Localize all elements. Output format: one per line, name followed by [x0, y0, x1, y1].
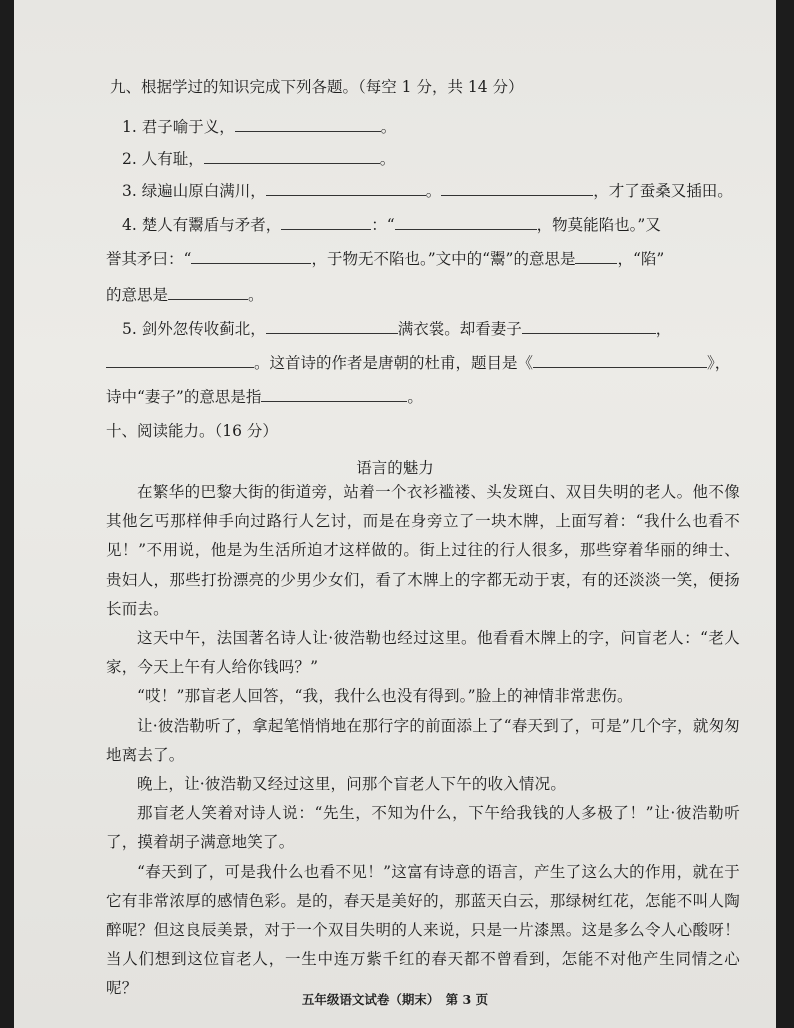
- answer-blank[interactable]: [191, 249, 311, 264]
- question-text: 。: [379, 150, 396, 168]
- page-footer: 五年级语文试卷（期末） 第 3 页: [301, 992, 489, 1007]
- paragraph: 那盲老人笑着对诗人说：“先生，不知为什么，下午给我钱的人多极了！”让·彼浩勒听了，摸着胡子满意地笑了。: [106, 804, 740, 852]
- question-9-4-line-1: [122, 214, 661, 236]
- question-text: 。: [425, 182, 442, 200]
- answer-blank[interactable]: [533, 353, 707, 368]
- question-text: 。这首诗的作者是唐朝的杜甫，题目是《: [254, 354, 534, 372]
- answer-blank[interactable]: [106, 353, 254, 368]
- question-9-5-line-1: [122, 318, 671, 340]
- answer-blank[interactable]: [204, 149, 380, 164]
- question-text: 5. 剑外忽传收蓟北，: [122, 320, 266, 338]
- section-9-heading: 九、根据学过的知识完成下列各题。（每空 1 分，共 14 分）: [110, 78, 524, 96]
- question-text: 。: [380, 118, 397, 136]
- paragraph: “哎！”那盲老人回答，“我，我什么也没有得到。”脸上的神情非常悲伤。: [137, 687, 633, 706]
- question-9-1: [122, 116, 396, 138]
- answer-blank[interactable]: [266, 181, 426, 196]
- question-text: 诗中“妻子”的意思是指: [106, 388, 262, 406]
- question-text: ：“: [371, 216, 395, 234]
- answer-blank[interactable]: [235, 117, 381, 132]
- section-10-heading: 十、阅读能力。（16 分）: [106, 422, 278, 440]
- question-text: 的意思是: [106, 286, 169, 304]
- question-text: 1. 君子喻于义，: [122, 118, 235, 136]
- paragraph: 在繁华的巴黎大街的街道旁，站着一个衣衫褴褛、头发斑白、双目失明的老人。他不像其他乞丐那样伸手向过路行人乞讨，而是在身旁立了一块木牌，上面写着：“我什么也看不见！”不用说，他是为生活所迫才这样做的。街上过往的行人很多，那些穿着华丽的绅士、贵妇人，那些打扮漂亮的少男少女们，看了木牌上的字都无动于衷，有的还淡淡一笑，便扬长而去。: [106, 483, 740, 618]
- question-text: 4. 楚人有鬻盾与矛者，: [122, 216, 282, 234]
- question-text: 。: [248, 286, 264, 304]
- answer-blank[interactable]: [395, 215, 537, 230]
- paragraph: 这天中午，法国著名诗人让·彼浩勒也经过这里。他看看木牌上的字，问盲老人：“老人家，今天上午有人给你钱吗？”: [106, 629, 740, 677]
- question-text: ，于物无不陷也。”文中的“鬻”的意思是: [311, 250, 576, 268]
- exam-page: [14, 0, 776, 1028]
- question-text: 3. 绿遍山原白满川，: [122, 182, 266, 200]
- answer-blank[interactable]: [575, 249, 617, 264]
- question-text: ，物莫能陷也。”又: [536, 216, 661, 234]
- answer-blank[interactable]: [281, 215, 371, 230]
- question-text: 》，: [707, 354, 731, 372]
- question-9-4-line-2: [106, 248, 664, 270]
- question-9-3: [122, 180, 733, 202]
- question-9-2: [122, 148, 395, 170]
- answer-blank[interactable]: [266, 319, 398, 334]
- article-body: [106, 478, 740, 1004]
- answer-blank[interactable]: [522, 319, 656, 334]
- question-text: 。: [407, 388, 423, 406]
- paragraph: 让·彼浩勒听了，拿起笔悄悄地在那行字的前面添上了“春天到了，可是”几个字，就匆匆地离去了。: [106, 716, 740, 764]
- question-9-5-line-2: [106, 352, 730, 374]
- answer-blank[interactable]: [441, 181, 593, 196]
- question-text: 2. 人有耻，: [122, 150, 204, 168]
- question-text: ，“陷”: [617, 250, 665, 268]
- paragraph: “春天到了，可是我什么也看不见！”这富有诗意的语言，产生了这么大的作用，就在于它有非常浓厚的感情色彩。是的，春天是美好的，那蓝天白云，那绿树红花，怎能不叫人陶醉呢？但这良辰美景，对于一个双目失明的人来说，只是一片漆黑。这是多么令人心酸呀！当人们想到这位盲老人，一生中连万紫千红的春天都不曾看到，怎能不对他产生同情之心呢？: [106, 862, 740, 998]
- question-9-5-line-3: [106, 386, 423, 408]
- paragraph: 晚上，让·彼浩勒又经过这里，问那个盲老人下午的收入情况。: [137, 775, 567, 794]
- answer-blank[interactable]: [168, 285, 248, 300]
- question-text: ，: [655, 320, 672, 338]
- answer-blank[interactable]: [261, 387, 407, 402]
- question-9-4-line-3: [106, 284, 264, 306]
- question-text: ，才了蚕桑又插田。: [593, 182, 733, 200]
- question-text: 誉其矛曰：“: [106, 250, 192, 268]
- article-title: 语言的魅力: [356, 459, 434, 477]
- question-text: 满衣裳。却看妻子: [397, 320, 522, 338]
